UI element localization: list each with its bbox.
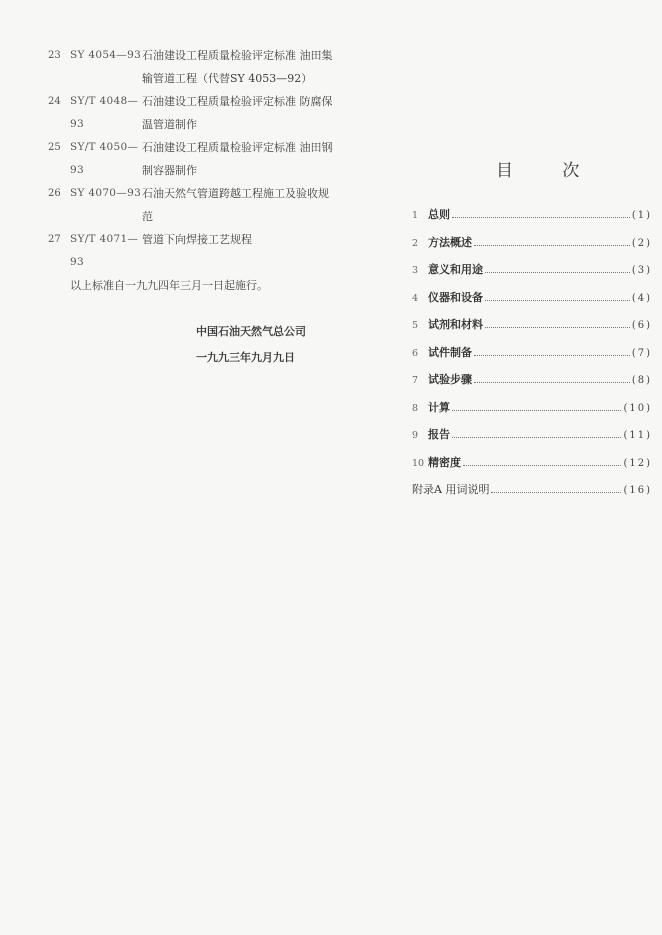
toc-item-page: (16) xyxy=(623,485,652,496)
toc-item-label: 试件制备 xyxy=(428,345,472,359)
standard-title: 石油天然气管道跨越工程施工及验收规范 xyxy=(142,187,329,223)
standard-code: SY/T 4071—93 xyxy=(70,233,139,268)
toc-item-page: (8) xyxy=(631,375,652,386)
toc-item-number: 6 xyxy=(412,347,419,359)
toc-item-page: (3) xyxy=(631,265,652,276)
standard-title-line: 石油建设工程质量检验评定标准 油田钢 xyxy=(142,141,333,154)
standard-entry xyxy=(48,182,338,228)
standard-code: SY 4054—93 xyxy=(70,49,142,61)
issue-date: 一九九三年九月九日 xyxy=(196,351,295,364)
toc-item[interactable] xyxy=(412,426,652,454)
toc-item-number: 7 xyxy=(412,375,419,386)
standard-title xyxy=(142,44,338,90)
toc-item-number: 8 xyxy=(412,402,419,414)
effective-date-note: 以上标准自一九九四年三月一日起施行。 xyxy=(70,279,268,292)
toc-item[interactable] xyxy=(412,206,652,234)
toc-item[interactable] xyxy=(412,399,652,427)
toc-leader-dots xyxy=(485,327,630,328)
toc-leader-dots xyxy=(452,217,630,218)
toc-item-label: 意义和用途 xyxy=(428,263,483,276)
toc-item[interactable] xyxy=(412,261,652,289)
standard-title xyxy=(142,90,338,136)
toc-item-number: 3 xyxy=(412,265,419,276)
entry-number: 26 xyxy=(48,188,61,199)
toc-item[interactable] xyxy=(412,454,652,482)
toc-item[interactable] xyxy=(412,234,652,262)
standard-entry xyxy=(48,90,338,136)
standard-entry xyxy=(48,136,338,182)
toc-leader-dots xyxy=(474,355,630,356)
toc-item[interactable] xyxy=(412,371,652,399)
toc-item-number: 4 xyxy=(412,292,419,304)
issuer-block xyxy=(196,319,306,371)
toc-item-page: (7) xyxy=(631,347,652,359)
toc-leader-dots xyxy=(474,245,630,246)
issuer-organization: 中国石油天然气总公司 xyxy=(196,325,306,338)
toc-item-page: (11) xyxy=(623,430,652,441)
standard-title-line: 温管道制作 xyxy=(142,118,197,131)
table-of-contents xyxy=(412,206,652,509)
standard-entry xyxy=(48,44,338,90)
toc-leader-dots xyxy=(474,382,630,383)
toc-item-page: (6) xyxy=(631,320,652,331)
toc-item-page: (12) xyxy=(623,457,652,469)
toc-item-label: 试验步骤 xyxy=(428,373,472,386)
entry-number: 23 xyxy=(48,50,61,61)
toc-leader-dots xyxy=(485,272,630,273)
toc-leader-dots xyxy=(463,465,621,466)
toc-item[interactable] xyxy=(412,316,652,344)
toc-item[interactable] xyxy=(412,344,652,372)
standard-title-line: 输管道工程（代替SY 4053—92） xyxy=(142,72,313,85)
toc-item-page: (10) xyxy=(623,402,652,414)
toc-item-number: 1 xyxy=(412,210,419,221)
toc-item-label: 仪器和设备 xyxy=(428,290,483,304)
toc-item-label: 精密度 xyxy=(428,455,461,469)
toc-item-number: 5 xyxy=(412,320,419,331)
toc-item-page: (4) xyxy=(631,292,652,304)
toc-leader-dots xyxy=(485,300,630,301)
toc-item-appendix[interactable] xyxy=(412,481,652,509)
entry-number: 27 xyxy=(48,234,61,245)
standard-title: 管道下向焊接工艺规程 xyxy=(142,233,252,246)
toc-title: 目 次 xyxy=(496,161,602,181)
standard-title-line: 石油建设工程质量检验评定标准 防腐保 xyxy=(142,95,333,108)
toc-item[interactable] xyxy=(412,289,652,317)
toc-item-page: (1) xyxy=(631,210,652,221)
toc-item-number: 9 xyxy=(412,430,419,441)
toc-leader-dots xyxy=(452,410,621,411)
toc-item-label: 方法概述 xyxy=(428,235,472,249)
toc-item-page: (2) xyxy=(631,237,652,249)
toc-item-label: 计算 xyxy=(428,400,450,414)
standard-entry xyxy=(48,228,338,274)
standard-title-line: 石油建设工程质量检验评定标准 油田集 xyxy=(142,49,333,62)
standard-title xyxy=(142,136,338,182)
entry-number: 25 xyxy=(48,142,61,153)
toc-item-number: 10 xyxy=(412,457,425,469)
standard-code: SY 4070—93 xyxy=(70,187,142,199)
toc-item-label: 附录A 用词说明 xyxy=(412,483,490,496)
toc-item-number: 2 xyxy=(412,237,419,249)
standard-code: SY/T 4048—93 xyxy=(70,95,139,130)
standards-list xyxy=(48,44,338,297)
standard-title-line: 制容器制作 xyxy=(142,164,197,177)
toc-item-label: 报告 xyxy=(428,428,450,441)
standard-code: SY/T 4050—93 xyxy=(70,141,139,176)
entry-number: 24 xyxy=(48,96,61,107)
toc-leader-dots xyxy=(452,437,621,438)
toc-item-label: 试剂和材料 xyxy=(428,318,483,331)
toc-leader-dots xyxy=(491,492,621,493)
toc-item-label: 总则 xyxy=(428,208,450,221)
